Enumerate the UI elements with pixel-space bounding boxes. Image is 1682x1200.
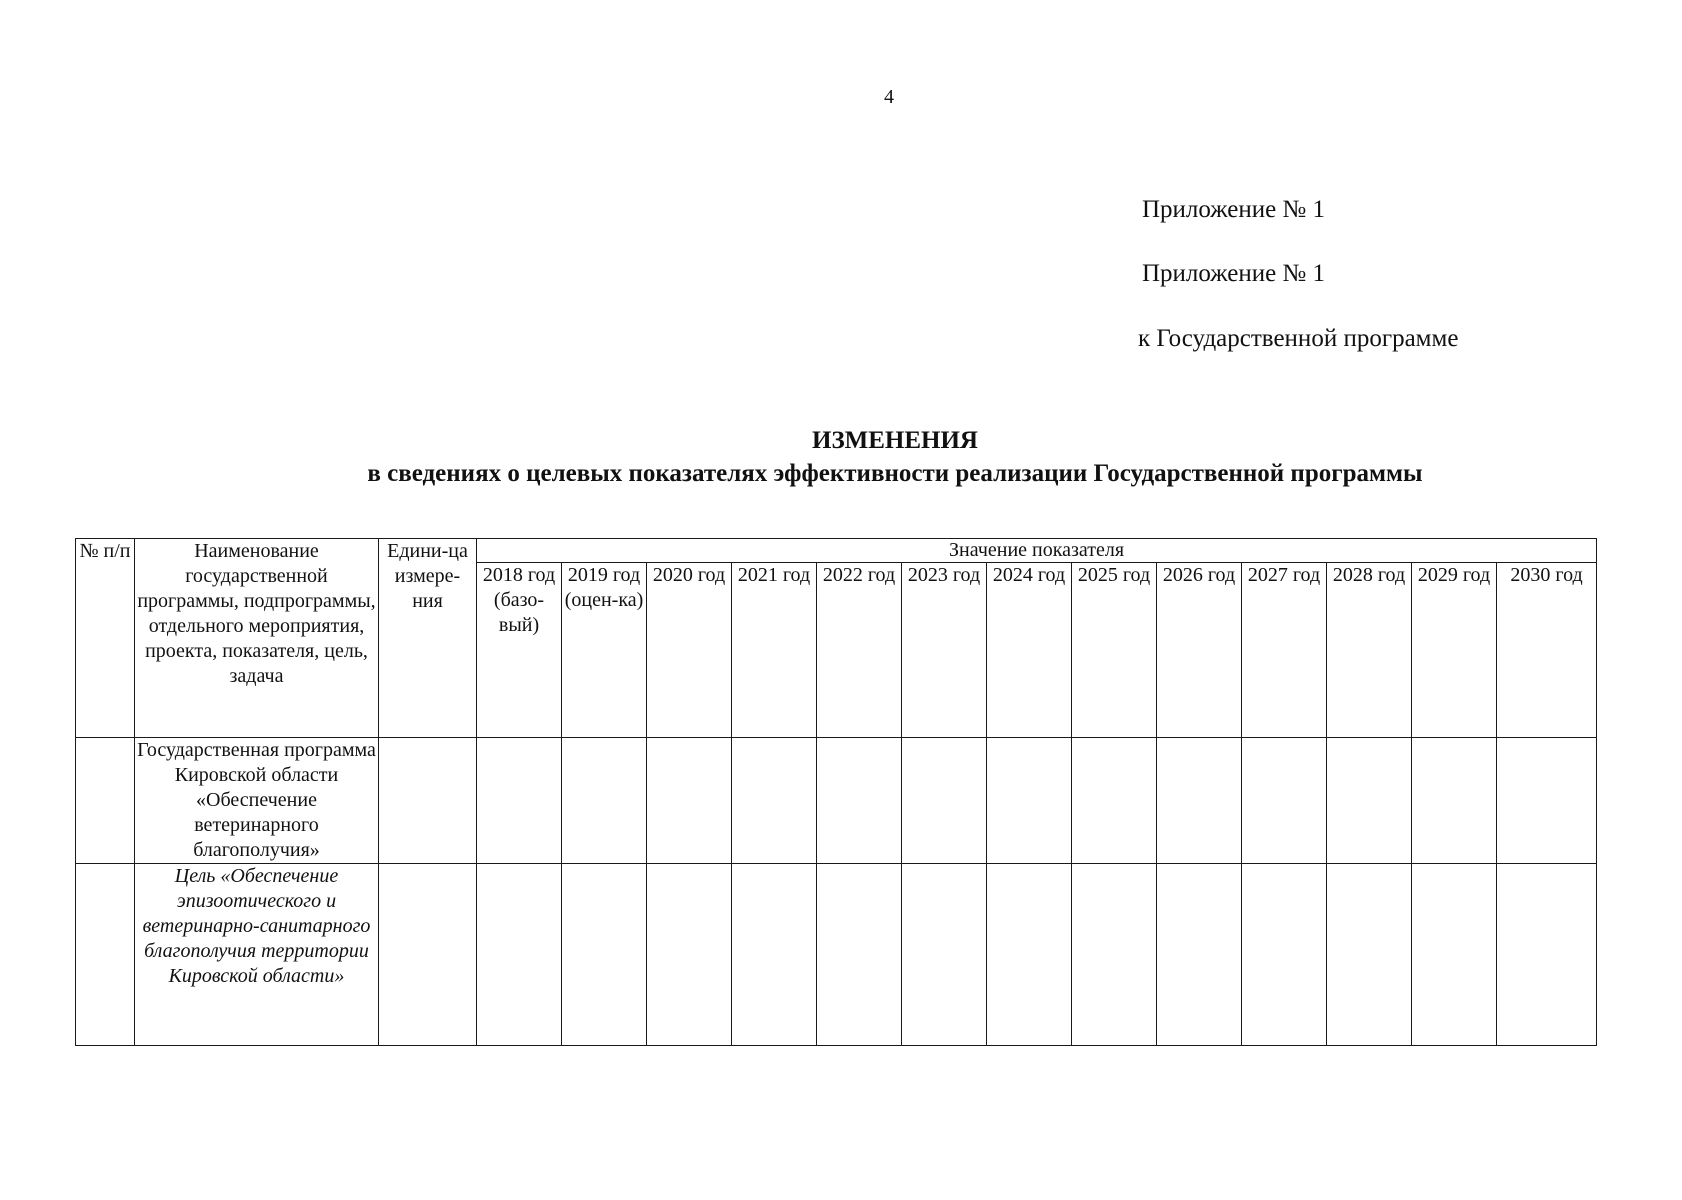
row-num — [76, 864, 135, 1046]
header-row-1 — [76, 539, 1597, 563]
row-name: Государственная программа Кировской области «Обеспечение ветеринарного благополучия» — [135, 738, 379, 864]
row-num — [76, 738, 135, 864]
header-year: 2022 год — [817, 563, 902, 738]
document-subtitle: в сведениях о целевых показателях эффективности реализации Государственной программы — [367, 460, 1423, 487]
header-year: 2030 год — [1497, 563, 1597, 738]
document-title: ИЗМЕНЕНИЯ — [812, 427, 978, 454]
row-value — [1242, 738, 1327, 864]
appendix-line-1: Приложение № 1 — [1142, 196, 1326, 223]
header-year: 2021 год — [732, 563, 817, 738]
header-year: 2018 год (базо-вый) — [477, 563, 562, 738]
row-value — [647, 864, 732, 1046]
row-value — [477, 864, 562, 1046]
row-value — [477, 738, 562, 864]
row-value — [1242, 864, 1327, 1046]
row-value — [1157, 738, 1242, 864]
row-value — [1327, 738, 1412, 864]
header-unit: Едини-ца измере-ния — [379, 539, 477, 738]
header-num: № п/п — [76, 539, 135, 738]
row-value — [817, 864, 902, 1046]
row-unit — [379, 864, 477, 1046]
row-value — [987, 738, 1072, 864]
row-value — [817, 738, 902, 864]
row-value — [1497, 864, 1597, 1046]
table-row — [76, 738, 1597, 864]
header-year: 2024 год — [987, 563, 1072, 738]
row-value — [562, 864, 647, 1046]
header-year: 2026 год — [1157, 563, 1242, 738]
header-year: 2020 год — [647, 563, 732, 738]
header-name: Наименование государственной программы, подпрограммы, отдельного мероприятия, проекта, показателя, цель, задача — [135, 539, 379, 738]
header-year: 2029 год — [1412, 563, 1497, 738]
header-values: Значение показателя — [477, 539, 1597, 563]
page-number: 4 — [884, 86, 894, 108]
appendix-line-3: к Государственной программе — [1138, 325, 1459, 352]
row-value — [1072, 864, 1157, 1046]
header-year: 2025 год — [1072, 563, 1157, 738]
row-unit — [379, 738, 477, 864]
appendix-line-2: Приложение № 1 — [1142, 260, 1326, 287]
row-value — [1072, 738, 1157, 864]
row-value — [1497, 738, 1597, 864]
row-value — [1157, 864, 1242, 1046]
header-year: 2028 год — [1327, 563, 1412, 738]
row-value — [1412, 864, 1497, 1046]
indicators-table — [75, 538, 1597, 1046]
row-value — [902, 864, 987, 1046]
header-year: 2023 год — [902, 563, 987, 738]
row-value — [902, 738, 987, 864]
row-value — [732, 738, 817, 864]
header-year: 2027 год — [1242, 563, 1327, 738]
header-year: 2019 год (оцен-ка) — [562, 563, 647, 738]
row-value — [1327, 864, 1412, 1046]
row-value — [647, 738, 732, 864]
row-value — [732, 864, 817, 1046]
row-value — [1412, 738, 1497, 864]
row-value — [987, 864, 1072, 1046]
table-row — [76, 864, 1597, 1046]
row-name: Цель «Обеспечение эпизоотического и ветеринарно-санитарного благополучия территории Кировской области» — [135, 864, 379, 1046]
row-value — [562, 738, 647, 864]
